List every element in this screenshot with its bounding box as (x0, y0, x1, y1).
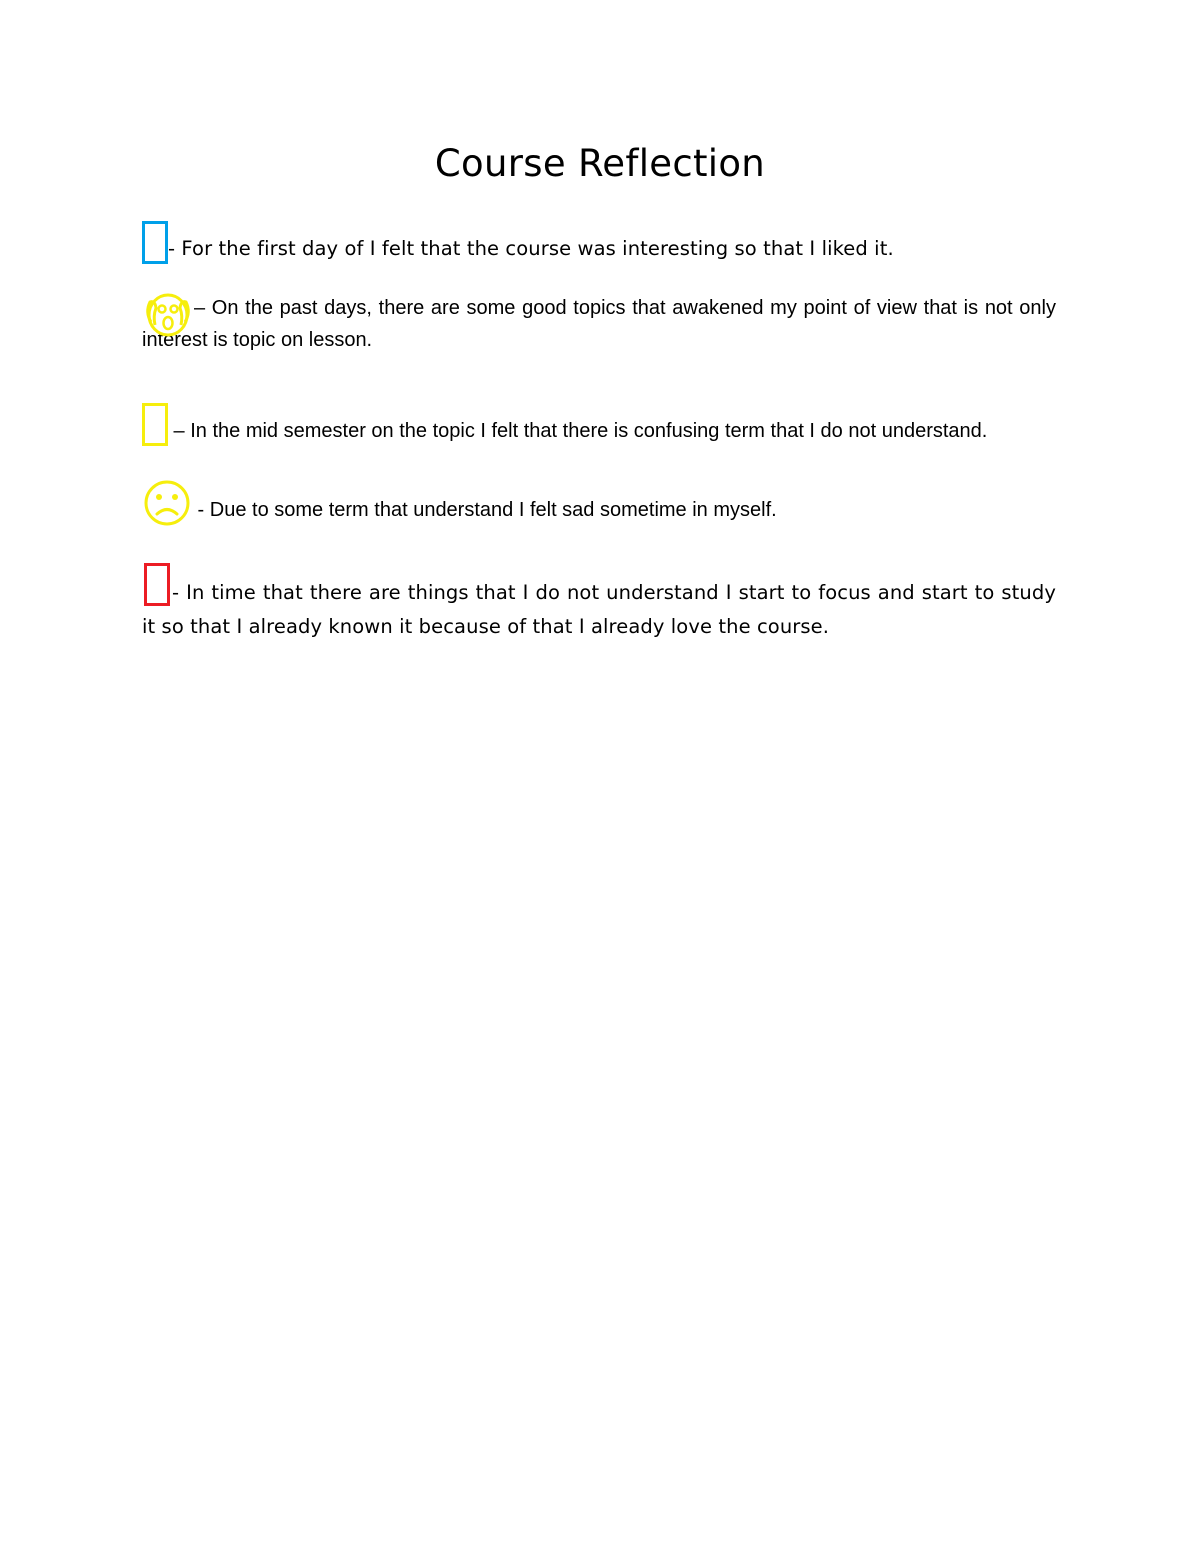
face-screaming-icon (142, 292, 194, 338)
entry-text: – On the past days, there are some good topics that awakened my point of view that is not only interest is topic on lesson. (142, 297, 1056, 351)
entry-text: - In time that there are things that I do not understand I start to focus and start to study it so that I already known it because of that I already love the course. (142, 581, 1056, 638)
red-rectangle-icon (144, 563, 170, 606)
yellow-rectangle-icon (142, 403, 168, 446)
reflection-entry-past-days (142, 292, 1056, 356)
page-title: Course Reflection (434, 142, 766, 185)
reflection-entry-study (142, 576, 1056, 644)
reflection-entry-mid-semester (142, 403, 1056, 454)
blue-rectangle-icon (142, 221, 168, 264)
reflection-entry-sad (142, 474, 1056, 546)
reflection-entry-first-day (142, 221, 1056, 275)
frowning-face-icon (142, 478, 192, 528)
entry-text: – In the mid semester on the topic I felt that there is confusing term that I do not understand. (168, 420, 988, 442)
entry-text: - For the first day of I felt that the course was interesting so that I liked it. (168, 237, 894, 260)
entry-text: - Due to some term that understand I felt sad sometime in myself. (192, 499, 777, 521)
